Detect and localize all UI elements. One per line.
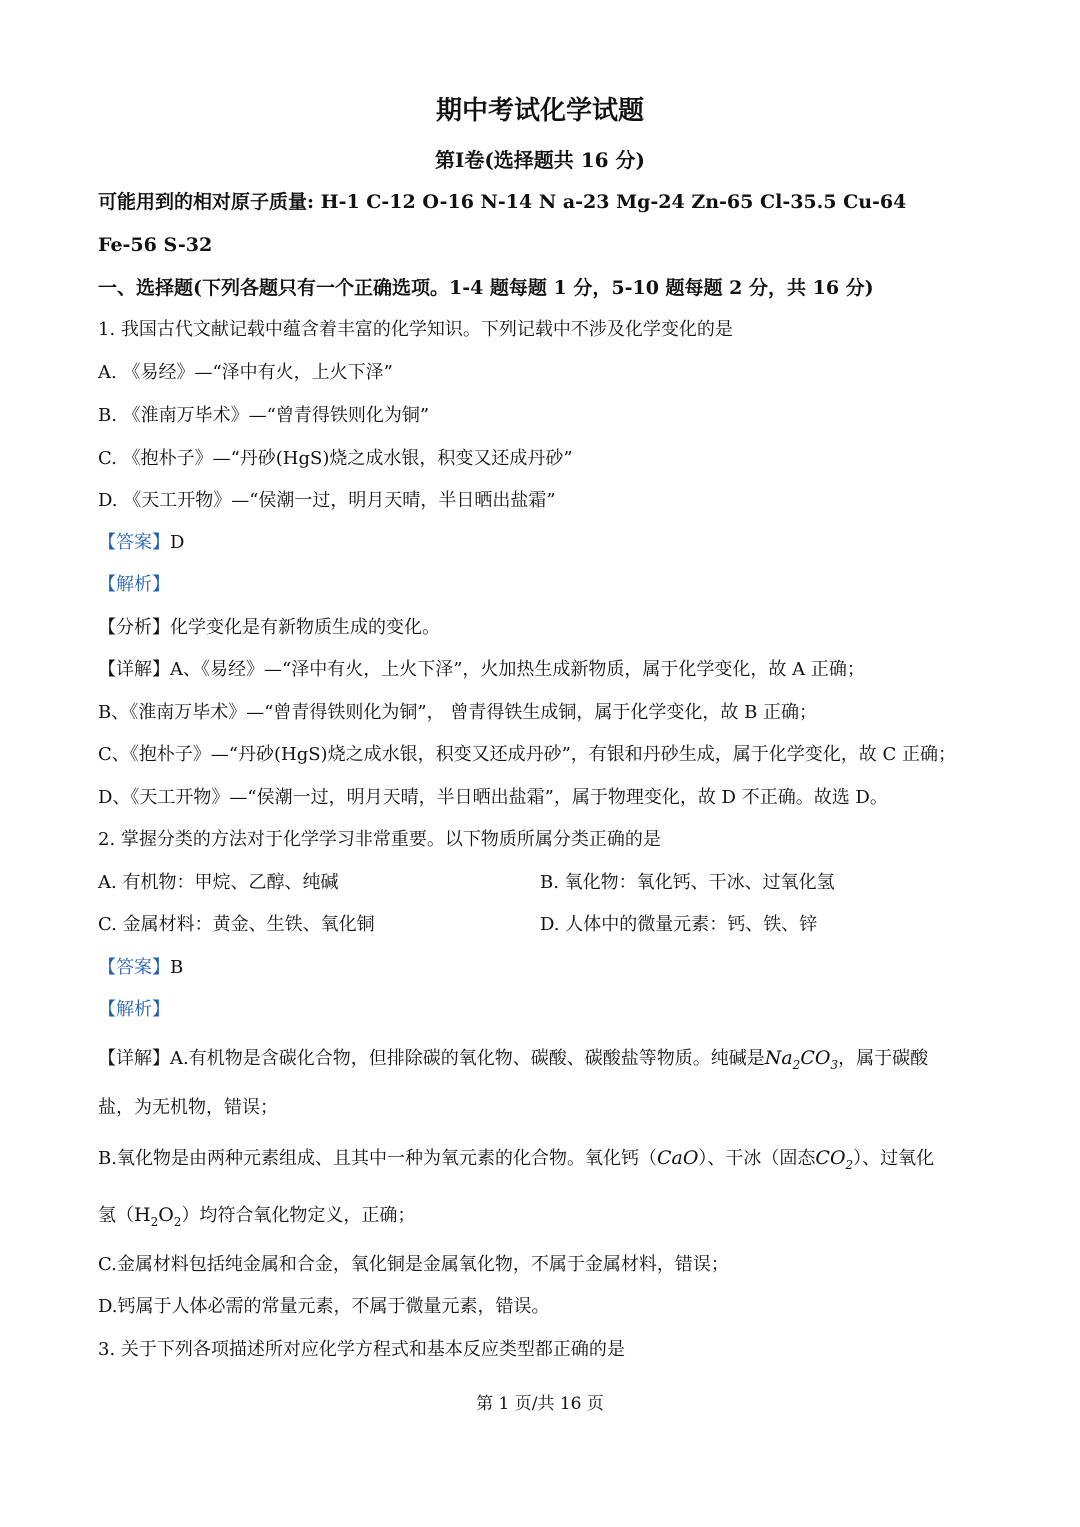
fenxi-text: 化学变化是有新物质生成的变化。 [170, 617, 440, 638]
detail-text: A、《易经》—“泽中有火，上火下泽”，火加热生成新物质，属于化学变化，故 A 正确； [170, 659, 865, 680]
formula-cao: CaO [656, 1147, 699, 1169]
detail-b-line2-pre: 氢（ [98, 1205, 134, 1226]
detail-b-text: B.氧化物是由两种元素组成、且其中一种为氧元素的化合物。氧化钙（ [98, 1148, 657, 1169]
atomic-mass-line-1: 可能用到的相对原子质量: H-1 C-12 O-16 N-14 N a-23 Mg-24 Zn-65 Cl-35.5 Cu-64 [98, 191, 907, 213]
q1-answer [98, 531, 184, 555]
detail-b-line2-post: ）均符合氧化物定义，正确； [181, 1205, 416, 1226]
answer-value: D [170, 532, 185, 553]
q1-detail-2: B、《淮南万毕术》—“曾青得铁则化为铜”， 曾青得铁生成铜，属于化学变化，故 B 正确； [98, 702, 818, 723]
q2-detail-b [98, 1146, 934, 1177]
formula-na2co3: $Na_2CO_3$ [764, 1047, 839, 1072]
q2-analysis-tag: 【解析】 [98, 999, 170, 1020]
detail-b-post: ）、过氧化 [853, 1148, 935, 1169]
q2-detail-a [98, 1046, 928, 1077]
q2-detail-b-line2 [98, 1203, 415, 1234]
q3-stem: 3. 关于下列各项描述所对应化学方程式和基本反应类型都正确的是 [98, 1339, 625, 1360]
q1-fenxi [98, 616, 440, 640]
section-heading: 一、选择题(下列各题只有一个正确选项。1-4 题每题 1 分，5-10 题每题 2 分，共 16 分) [98, 277, 874, 299]
q1-option-c: C. 《抱朴子》—“丹砂(HgS)烧之成水银，积变又还成丹砂” [98, 448, 573, 469]
q1-option-b: B. 《淮南万毕术》—“曾青得铁则化为铜” [98, 405, 430, 426]
q1-option-a: A. 《易经》—“泽中有火，上火下泽” [98, 362, 393, 383]
page-subtitle: 第Ⅰ卷(选择题共 16 分) [434, 148, 646, 172]
q2-option-a: A. 有机物：甲烷、乙醇、纯碱 [98, 872, 339, 893]
detail-a-text: A.有机物是含碳化合物，但排除碳的氧化物、碳酸、碳酸盐等物质。纯碱是 [170, 1048, 765, 1069]
q2-detail-d: D.钙属于人体必需的常量元素，不属于微量元素，错误。 [98, 1296, 550, 1317]
q1-option-d: D. 《天工开物》—“侯潮一过，明月天晴，半日晒出盐霜” [98, 490, 556, 511]
detail-b-mid: ）、干冰（固态 [698, 1148, 816, 1169]
page-footer: 第 1 页/共 16 页 [476, 1394, 604, 1414]
q2-option-b: B. 氧化物：氧化钙、干冰、过氧化氢 [540, 872, 835, 893]
page-title: 期中考试化学试题 [435, 96, 644, 126]
q2-answer [98, 956, 183, 980]
q2-option-c: C. 金属材料：黄金、生铁、氧化铜 [98, 914, 375, 935]
q2-detail-a-line2: 盐，为无机物，错误； [98, 1097, 278, 1118]
q2-detail-c: C.金属材料包括纯金属和合金，氧化铜是金属氧化物，不属于金属材料，错误； [98, 1254, 729, 1275]
answer-value: B [170, 957, 184, 978]
formula-h2o2: $H_2O_2$ [134, 1204, 182, 1229]
answer-tag: 【答案】 [98, 957, 170, 978]
q1-detail-1 [98, 658, 865, 682]
detail-tag: 【详解】 [98, 1048, 170, 1069]
q2-stem: 2. 掌握分类的方法对于化学学习非常重要。以下物质所属分类正确的是 [98, 829, 661, 850]
answer-tag: 【答案】 [98, 532, 170, 553]
formula-co2: $CO_2$ [815, 1147, 854, 1172]
q1-stem: 1. 我国古代文献记载中蕴含着丰富的化学知识。下列记载中不涉及化学变化的是 [98, 319, 733, 340]
detail-tag: 【详解】 [98, 659, 170, 680]
fenxi-tag: 【分析】 [98, 617, 170, 638]
q1-analysis-tag: 【解析】 [98, 574, 170, 595]
detail-a-post: ，属于碳酸 [838, 1048, 929, 1069]
q1-detail-3: C、《抱朴子》—“丹砂(HgS)烧之成水银，积变又还成丹砂”，有银和丹砂生成，属于化学变化，故 C 正确； [98, 744, 956, 765]
atomic-mass-line-2: Fe-56 S-32 [98, 234, 213, 256]
q2-option-d: D. 人体中的微量元素：钙、铁、锌 [540, 914, 818, 935]
q1-detail-4: D、《天工开物》—“侯潮一过，明月天晴，半日晒出盐霜”，属于物理变化，故 D 不正确。故选 D。 [98, 787, 888, 808]
